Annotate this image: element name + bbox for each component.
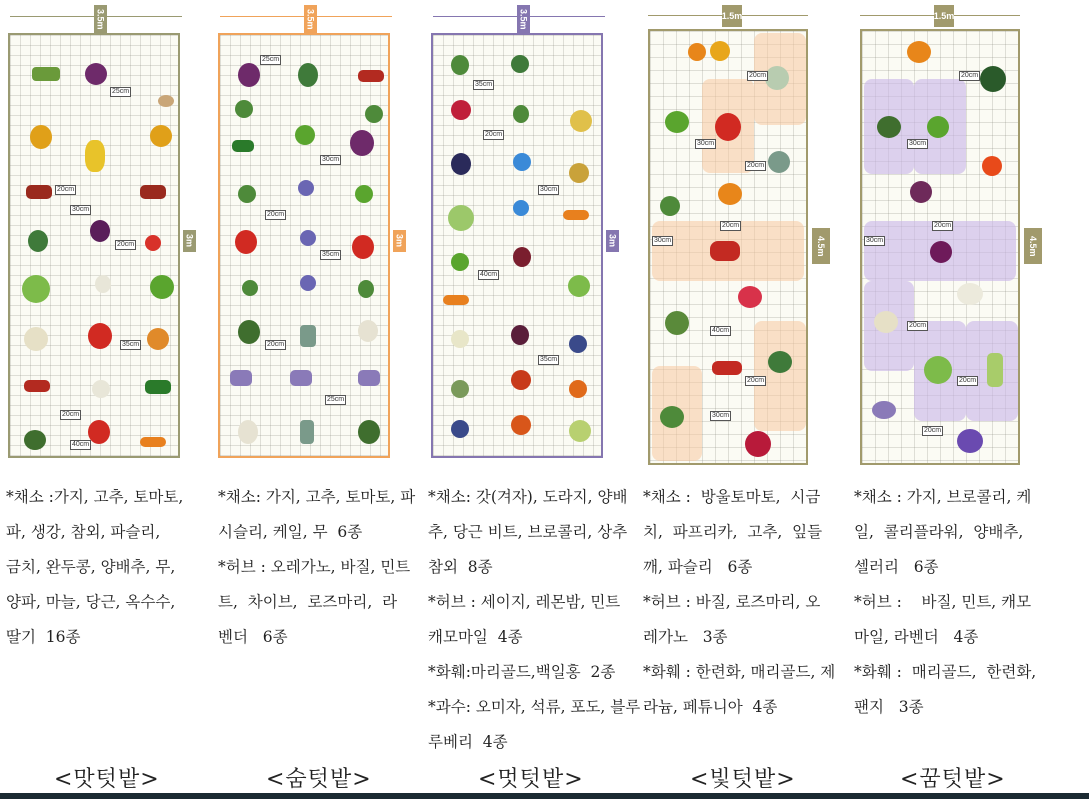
- garden-plan-sum: [218, 5, 408, 460]
- tomato-plant: [88, 420, 110, 444]
- rosemary-plant: [300, 420, 314, 444]
- eggplant-plant: [90, 220, 110, 242]
- grape-plant: [451, 153, 471, 175]
- cabbage-plant: [924, 356, 952, 384]
- basil-plant: [927, 116, 949, 138]
- spacing-label: 20cm: [117, 241, 135, 248]
- garden-plan-bit: [646, 3, 836, 463]
- marigold-flower: [511, 370, 531, 390]
- mustard-plant: [511, 55, 529, 73]
- spacing-label: 30cm: [322, 156, 340, 163]
- purple-radish-plant: [85, 63, 107, 85]
- spinach-plant: [28, 230, 48, 252]
- garden-grid: [648, 29, 808, 465]
- paprika-plant: [710, 241, 740, 261]
- pansy-flower: [957, 429, 983, 453]
- spacing-label: 40cm: [72, 441, 90, 448]
- bottom-bar: [0, 793, 1089, 799]
- kale-plant: [358, 420, 380, 444]
- radish-plant: [358, 320, 378, 342]
- spacing-label: 35cm: [475, 81, 493, 88]
- squash-plant: [150, 125, 172, 147]
- spacing-label: 30cm: [712, 412, 730, 419]
- marigold-flower: [718, 183, 742, 205]
- width-label: 3.5m: [517, 5, 530, 33]
- beet-plant: [513, 247, 531, 267]
- nasturtium-flower: [982, 156, 1002, 176]
- bellflower-plant: [513, 153, 531, 171]
- herb-plant: [358, 280, 374, 298]
- spacing-label: 20cm: [749, 72, 767, 79]
- garden-description-sum: *채소: 가지, 고추, 토마토, 파 시슬리, 케일, 무 6종 *허브 : 오레가노, 바질, 민트 트, 차이브, 로즈마리, 라 벤더 6종: [218, 488, 416, 646]
- carrot-plant: [140, 437, 166, 447]
- chamomile-plant: [451, 330, 469, 348]
- pepper-plant: [358, 70, 384, 82]
- spacing-label: 20cm: [57, 186, 75, 193]
- spacing-label: 20cm: [267, 341, 285, 348]
- spacing-label: 20cm: [959, 377, 977, 384]
- bellflower-plant: [513, 200, 529, 216]
- spacing-label: 30cm: [866, 237, 884, 244]
- spacing-label: 25cm: [327, 396, 345, 403]
- spacing-label: 25cm: [112, 88, 130, 95]
- height-label: 3m: [393, 230, 406, 252]
- width-label: 1.5m: [934, 5, 954, 27]
- lettuce-plant: [765, 66, 789, 90]
- lettuce-plant: [569, 420, 591, 442]
- geranium-flower: [738, 286, 762, 308]
- spacing-label: 30cm: [909, 140, 927, 147]
- width-label: 3.5m: [94, 5, 107, 33]
- pomegranate-plant: [451, 100, 471, 120]
- nasturtium-flower: [688, 43, 706, 61]
- tomato-plant: [235, 230, 257, 254]
- scallion-plant: [32, 67, 60, 81]
- garlic-plant: [95, 275, 111, 293]
- marigold-flower: [710, 41, 730, 61]
- mint-plant: [238, 185, 256, 203]
- tomato-plant: [88, 323, 112, 349]
- caption-kkum: <꿈텃밭>: [900, 767, 1006, 792]
- cauliflower-plant: [24, 327, 48, 351]
- pepper-plant: [140, 185, 166, 199]
- lavender-plant: [358, 370, 380, 386]
- garden-plan-meot: [431, 5, 621, 460]
- spacing-label: 30cm: [697, 140, 715, 147]
- garden-description-meot: *채소: 갓(겨자), 도라지, 양배 추, 당근 비트, 브로콜리, 상추 참외 8종 *허브 : 세이지, 레몬밤, 민트 캐모마일 4종 *화훼:마리골드,백일홍 2종 *과수: 오미자, 석류, 포도, 블루 루베리 4종: [428, 488, 641, 751]
- eggplant-plant: [350, 130, 374, 156]
- carrot-plant: [443, 295, 469, 305]
- kale-plant: [238, 320, 260, 344]
- height-label: 3m: [606, 230, 619, 252]
- perilla-plant: [665, 311, 689, 335]
- squash-plant: [30, 125, 52, 149]
- cabbage-plant: [448, 205, 474, 231]
- caption-bit: <빛텃밭>: [690, 767, 796, 792]
- caption-mat: <맛텃밭>: [54, 767, 160, 792]
- melon-plant: [147, 328, 169, 350]
- garden-plan-kkum: [858, 3, 1048, 463]
- blueberry-plant: [569, 335, 587, 353]
- squash-plant: [569, 163, 589, 183]
- ginger-plant: [158, 95, 174, 107]
- broccoli-plant: [877, 116, 901, 138]
- cabbage-plant: [22, 275, 50, 303]
- caption-sum: <숨텃밭>: [266, 767, 372, 792]
- pepper-plant: [145, 380, 171, 394]
- mint-plant: [513, 105, 529, 123]
- spacing-label: 40cm: [480, 271, 498, 278]
- herb-plant: [660, 196, 680, 216]
- rosemary-plant: [300, 325, 316, 347]
- cherry-tomato-plant: [715, 113, 741, 141]
- spacing-label: 30cm: [540, 186, 558, 193]
- height-label: 4.5m: [812, 228, 830, 264]
- herb-plant: [242, 280, 258, 296]
- eggplant-plant: [930, 241, 952, 263]
- spacing-label: 20cm: [961, 72, 979, 79]
- marigold-flower: [907, 41, 931, 63]
- chive-flower-plant: [300, 230, 316, 246]
- spacing-label: 40cm: [712, 327, 730, 334]
- lemon-balm-plant: [451, 253, 469, 271]
- pepper-plant: [26, 185, 52, 199]
- garden-grid: [218, 33, 390, 458]
- basil-plant: [355, 185, 373, 203]
- garden-description-kkum: *채소 : 가지, 브로콜리, 케 일, 콜리플라워, 양배추, 셀러리 6종 *허브 : 바질, 민트, 캐모 마일, 라벤더 4종 *화훼 : 매리골드, 한련화, 팬지 3종: [854, 488, 1037, 716]
- beet-plant: [511, 325, 529, 345]
- pepper-plant: [24, 380, 50, 392]
- spacing-label: 25cm: [262, 56, 280, 63]
- broccoli-plant: [24, 430, 46, 450]
- garlic-plant: [92, 380, 110, 398]
- lavender-plant: [872, 401, 896, 419]
- spacing-label: 30cm: [72, 206, 90, 213]
- spacing-label: 35cm: [322, 251, 340, 258]
- pepper-plant: [712, 361, 742, 375]
- garden-grid: [431, 33, 603, 458]
- garden-grid: [8, 33, 180, 458]
- spacing-label: 20cm: [747, 162, 765, 169]
- spinach-plant: [768, 351, 792, 373]
- cauliflower-plant: [874, 311, 898, 333]
- spacing-label: 20cm: [267, 211, 285, 218]
- spacing-label: 20cm: [924, 427, 942, 434]
- lettuce-plant: [568, 275, 590, 297]
- garden-description-mat: *채소 :가지, 고추, 토마토, 파, 생강, 참외, 파슬리, 금치, 완두콩, 양배추, 무, 양파, 마늘, 당근, 옥수수, 딸기 16종: [6, 488, 184, 646]
- lettuce-plant: [150, 275, 174, 299]
- spacing-label: 20cm: [722, 222, 740, 229]
- radish-plant: [238, 420, 258, 444]
- kale-plant: [298, 63, 318, 87]
- chamomile-plant: [957, 283, 983, 305]
- basil-plant: [295, 125, 315, 145]
- carrot-plant: [563, 210, 589, 220]
- kale-plant: [980, 66, 1006, 92]
- eggplant-plant: [238, 63, 260, 87]
- blueberry-plant: [451, 420, 469, 438]
- height-label: 4.5m: [1024, 228, 1042, 264]
- corn-plant: [85, 140, 105, 172]
- parsley-plant: [660, 406, 684, 428]
- mustard-plant: [451, 55, 469, 75]
- herb-plant: [451, 380, 469, 398]
- garden-description-bit: *채소 : 방울토마토, 시금 치, 파프리카, 고추, 잎들 깨, 파슬리 6종 *허브 : 바질, 로즈마리, 오 레가노 3종 *화훼 : 한련화, 매리골드, 제 라늄, 페튜니아 4종: [643, 488, 836, 716]
- spacing-label: 35cm: [122, 341, 140, 348]
- spacing-label: 20cm: [934, 222, 952, 229]
- height-label: 3m: [183, 230, 196, 252]
- spacing-label: 20cm: [747, 377, 765, 384]
- lavender-plant: [290, 370, 312, 386]
- herb-plant: [235, 100, 253, 118]
- spacing-label: 20cm: [62, 411, 80, 418]
- chive-flower-plant: [300, 275, 316, 291]
- spacing-label: 20cm: [909, 322, 927, 329]
- garden-plan-mat: [8, 5, 198, 460]
- cucumber-plant: [570, 110, 592, 132]
- basil-plant: [665, 111, 689, 133]
- eggplant-plant: [910, 181, 932, 203]
- marigold-flower: [569, 380, 587, 398]
- marigold-flower: [511, 415, 531, 435]
- lavender-plant: [230, 370, 252, 386]
- caption-meot: <멋텃밭>: [478, 767, 584, 792]
- garden-grid: [860, 29, 1020, 465]
- width-label: 3.5m: [304, 5, 317, 33]
- herb-plant: [365, 105, 383, 123]
- spacing-label: 20cm: [485, 131, 503, 138]
- pepper-plant: [232, 140, 254, 152]
- rosemary-plant: [768, 151, 790, 173]
- chive-flower-plant: [298, 180, 314, 196]
- width-label: 1.5m: [722, 5, 742, 27]
- tomato-plant: [352, 235, 374, 259]
- spacing-label: 35cm: [540, 356, 558, 363]
- petunia-flower: [745, 431, 771, 457]
- celery-plant: [987, 353, 1003, 387]
- spacing-label: 30cm: [654, 237, 672, 244]
- strawberry-plant: [145, 235, 161, 251]
